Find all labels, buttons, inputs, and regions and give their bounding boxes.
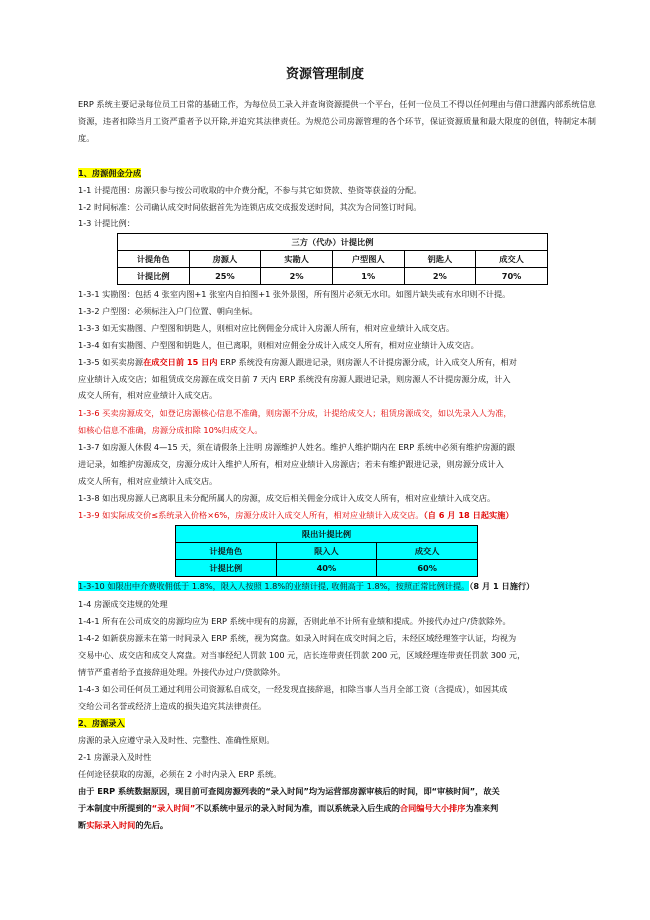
bold-note-line2-b: 不以系统中显示的录入时间为准，而以系统录入后生成的 xyxy=(195,803,400,813)
commission-table xyxy=(117,233,548,285)
rule-1-4-2-line2: 交易中心、成交店和成交人窝盘。对当事经纪人罚款 100 元，店长连带责任罚款 200 元，区域经理连带责任罚款 300 元， xyxy=(78,650,526,660)
bold-note-line3-a: 断 xyxy=(78,820,87,830)
commission-header-source: 房源人 xyxy=(189,251,261,268)
rule-1-3-7-line3: 成交人所有，相对应业绩计入成交店。 xyxy=(78,476,218,486)
rule-1-3-5-highlight: 在成交日前 15 日内 xyxy=(143,357,218,367)
rule-1-3-5-line1 xyxy=(78,355,598,369)
bold-note-entry-time: “录入时间” xyxy=(151,803,196,813)
rule-1-3-10-date: （8 月 1 日施行） xyxy=(469,581,535,591)
rule-1-4-2-line3: 情节严重者给予直接辞退处理。外接代办过户/贷款除外。 xyxy=(78,667,286,677)
rule-1-4-2-line1: 1-4-2 如新获房源未在第一时间录入 ERP 系统，视为窝盘。如录入时间在成交时间之后，未经区域经理签字认证，均视为 xyxy=(78,633,517,643)
bold-note-line2-c: 为准来判 xyxy=(465,803,499,813)
commission-row-label: 计提比例 xyxy=(118,268,190,285)
commission-header-role: 计提角色 xyxy=(118,251,190,268)
commission-header-survey: 实勘人 xyxy=(261,251,333,268)
bold-note-line1: 由于 ERP 系统数据原因，现目前可查阅房源列表的“录入时间”均为运营部房源审核后的时间，即“审核时间”，故关 xyxy=(78,786,500,796)
rule-1-4-3-line1: 1-4-3 如公司任何员工通过利用公司资源私自成交，一经发现直接辞退，扣除当事人当月全部工资（含提成），如因其成 xyxy=(78,684,508,694)
rule-1-4: 1-4 房源成交违规的处理 xyxy=(78,599,168,609)
rule-1-3-10-text: 1-3-10 如限出中介费收佣低于 1.8%，限入人按照 1.8%的业绩计提, 收佣高于 1.8%，按照正常比例计提。 xyxy=(78,581,470,591)
commission-value-key: 2% xyxy=(404,268,476,285)
commission-header-key: 钥匙人 xyxy=(404,251,476,268)
rule-1-3-3: 1-3-3 如无实勘图、户型图和钥匙人，则相对应比例佣金分成计入房源人所有，相对应业绩计入成交店。 xyxy=(78,323,455,333)
limit-value-restricted: 40% xyxy=(276,560,377,577)
section1-heading-text: 1、房源佣金分成 xyxy=(78,168,142,178)
intro-paragraph: ERP 系统主要记录每位员工日常的基础工作，为每位员工录入并查询资源提供一个平台，任何一位员工不得以任何理由与借口泄露内部系统信息资源，违者扣除当月工资严重者予以开除,并追究其法律责任。为规范公司房源管理的各个环节，保证资源质量和最大限度的创值，特制定本制度。 xyxy=(78,99,596,143)
rule-1-3: 1-3 计提比例： xyxy=(78,218,135,228)
section1-heading xyxy=(78,166,598,180)
limit-table-caption: 限出计提比例 xyxy=(176,526,478,543)
bold-note-actual-time: 实际录入时间 xyxy=(86,820,136,830)
rule-1-3-8: 1-3-8 如出现房源人已离职且未分配所属人的房源，成交后相关佣金分成计入成交人所有，相对应业绩计入成交店。 xyxy=(78,493,496,503)
limit-row-label: 计提比例 xyxy=(176,560,277,577)
rule-2-intro: 房源的录入应遵守录入及时性、完整性、准确性原则。 xyxy=(78,735,275,745)
bold-note-line2 xyxy=(78,801,598,815)
bold-note-line3-b: 的先后。 xyxy=(135,820,169,830)
bold-note-contract-order: 合同编号大小排序 xyxy=(399,803,466,813)
rule-1-4-3-line2: 交给公司名誉或经济上造成的损失追究其法律责任。 xyxy=(78,701,267,711)
bold-note-line2-a: 于本制度中所提到的 xyxy=(78,803,152,813)
rule-1-3-7-line2: 进记录，如维护房源成交，房源分成计入维护人所有，相对应业绩计入房源店；若未有维护跟进记录，则房源分成计入 xyxy=(78,459,504,469)
commission-value-source: 25% xyxy=(189,268,261,285)
rule-1-2: 1-2 时间标准：公司确认成交时间依据首先为连锁店成交成报发送时间，其次为合同签订时间。 xyxy=(78,202,422,212)
commission-header-closer: 成交人 xyxy=(476,251,548,268)
rule-1-3-2: 1-3-2 户型图：必须标注入户门位置、朝向坐标。 xyxy=(78,306,258,316)
rule-1-1: 1-1 计提范围：房源只参与按公司收取的中介费分配，不参与其它如贷款、垫资等获益的分配。 xyxy=(78,185,422,195)
bold-note-line3 xyxy=(78,818,598,832)
commission-header-floorplan: 户型图人 xyxy=(332,251,404,268)
page-title: 资源管理制度 xyxy=(285,67,364,82)
limit-header-role: 计提角色 xyxy=(176,543,277,560)
rule-1-3-6-line2: 如核心信息不准确，房源分成扣除 10%归成交人。 xyxy=(78,425,263,435)
rule-1-3-5-line2: 应业绩计入成交店；如租赁成交房源在成交日前 7 天内 ERP 系统没有房源人跟进记录，则房源人不计提房源分成，计入 xyxy=(78,374,511,384)
rule-1-3-5-prefix: 1-3-5 如买卖房源 xyxy=(78,357,144,367)
rule-1-3-5-line3: 成交人所有，相对应业绩计入成交店。 xyxy=(78,390,218,400)
limit-value-closer: 60% xyxy=(377,560,478,577)
commission-value-floorplan: 1% xyxy=(332,268,404,285)
commission-table-caption: 三方（代办）计提比例 xyxy=(118,234,548,251)
rule-1-3-1: 1-3-1 实勘图：包括 4 张室内图+1 张室内自拍图+1 张外景图，所有图片必须无水印。如图片缺失或有水印则不计提。 xyxy=(78,289,511,299)
rule-1-3-6-line1: 1-3-6 买卖房源成交，如登记房源核心信息不准确，则房源不分成，计提给成交人；租赁房源成交，如以先录入人为准， xyxy=(78,408,512,418)
rule-1-3-4: 1-3-4 如有实勘图、户型图和钥匙人，但已离职，则相对应佣金分成计入成交人所有，相对应业绩计入成交店。 xyxy=(78,340,479,350)
commission-value-closer: 70% xyxy=(476,268,548,285)
rule-1-3-7-line1: 1-3-7 如房源人休假 4—15 天，须在请假条上注明 房源维护人姓名。维护人维护期内在 ERP 系统中必须有维护房源的跟 xyxy=(78,442,516,452)
rule-2-1-text: 任何途径获取的房源，必须在 2 小时内录入 ERP 系统。 xyxy=(78,769,282,779)
rule-1-4-1: 1-4-1 所有在公司成交的房源均应为 ERP 系统中现有的房源，否则此单不计所有业绩和提成。外接代办过户/贷款除外。 xyxy=(78,616,511,626)
rule-1-3-9 xyxy=(78,508,598,522)
rule-1-3-9-date: （自 6 月 18 日起实施） xyxy=(423,510,514,520)
rule-1-3-9-text: 1-3-9 如实际成交价≤系统录入价格×6%，房源分成计入成交人所有，相对应业绩计入成交店。 xyxy=(78,510,424,520)
limit-commission-table xyxy=(175,525,478,577)
section2-heading xyxy=(78,716,598,730)
rule-1-3-10 xyxy=(78,579,598,593)
commission-value-survey: 2% xyxy=(261,268,333,285)
rule-2-1: 2-1 房源录入及时性 xyxy=(78,752,152,762)
rule-1-3-5-suffix: ERP 系统没有房源人跟进记录，则房源人不计提房源分成，计入成交人所有，相对 xyxy=(217,357,517,367)
section2-heading-text: 2、房源录入 xyxy=(78,718,125,728)
limit-header-closer: 成交人 xyxy=(377,543,478,560)
limit-header-restricted: 限入人 xyxy=(276,543,377,560)
